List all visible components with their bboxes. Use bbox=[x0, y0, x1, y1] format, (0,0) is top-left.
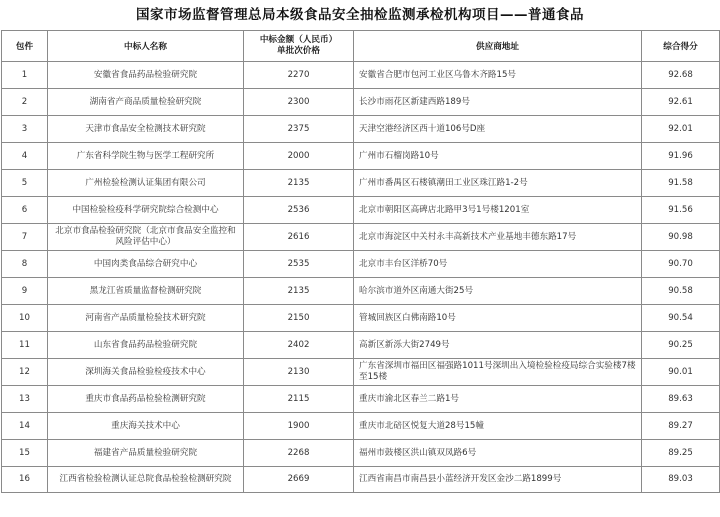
cell-amount: 2130 bbox=[244, 359, 354, 386]
cell-winner: 福建省产品质量检验研究院 bbox=[48, 440, 244, 467]
cell-package: 10 bbox=[2, 305, 48, 332]
cell-address: 江西省南昌市南昌县小蓝经济开发区金沙二路1899号 bbox=[354, 467, 642, 493]
cell-amount: 2150 bbox=[244, 305, 354, 332]
table-row bbox=[2, 116, 720, 143]
table-row bbox=[2, 278, 720, 305]
cell-address: 哈尔滨市道外区南通大街25号 bbox=[354, 278, 642, 305]
header-address: 供应商地址 bbox=[354, 31, 642, 62]
cell-package: 5 bbox=[2, 170, 48, 197]
cell-score: 89.27 bbox=[642, 413, 720, 440]
cell-amount: 2669 bbox=[244, 467, 354, 493]
cell-amount: 2135 bbox=[244, 170, 354, 197]
cell-winner: 黑龙江省质量监督检测研究院 bbox=[48, 278, 244, 305]
cell-amount: 2536 bbox=[244, 197, 354, 224]
cell-score: 92.68 bbox=[642, 62, 720, 89]
table-row bbox=[2, 359, 720, 386]
cell-winner: 江西省检验检测认证总院食品检验检测研究院 bbox=[48, 467, 244, 493]
cell-amount: 2300 bbox=[244, 89, 354, 116]
cell-winner: 重庆市食品药品检验检测研究院 bbox=[48, 386, 244, 413]
cell-package: 1 bbox=[2, 62, 48, 89]
cell-amount: 2115 bbox=[244, 386, 354, 413]
header-amount bbox=[244, 31, 354, 62]
header-package: 包件 bbox=[2, 31, 48, 62]
cell-score: 92.61 bbox=[642, 89, 720, 116]
cell-package: 11 bbox=[2, 332, 48, 359]
header-winner: 中标人名称 bbox=[48, 31, 244, 62]
cell-address: 重庆市北碚区悦复大道28号15幢 bbox=[354, 413, 642, 440]
cell-address: 北京市丰台区洋桥70号 bbox=[354, 251, 642, 278]
table-row bbox=[2, 413, 720, 440]
cell-address: 北京市朝阳区高碑店北路甲3号1号楼1201室 bbox=[354, 197, 642, 224]
cell-package: 9 bbox=[2, 278, 48, 305]
header-amount-line1: 中标金额（人民币） bbox=[259, 35, 338, 45]
cell-winner: 广州检验检测认证集团有限公司 bbox=[48, 170, 244, 197]
cell-amount: 2616 bbox=[244, 224, 354, 251]
cell-amount: 2375 bbox=[244, 116, 354, 143]
table-row bbox=[2, 332, 720, 359]
cell-score: 92.01 bbox=[642, 116, 720, 143]
cell-score: 90.01 bbox=[642, 359, 720, 386]
cell-score: 91.56 bbox=[642, 197, 720, 224]
cell-package: 13 bbox=[2, 386, 48, 413]
table-header-row bbox=[2, 31, 720, 62]
cell-winner: 河南省产品质量检验技术研究院 bbox=[48, 305, 244, 332]
cell-package: 3 bbox=[2, 116, 48, 143]
cell-package: 6 bbox=[2, 197, 48, 224]
cell-address: 安徽省合肥市包河工业区乌鲁木齐路15号 bbox=[354, 62, 642, 89]
cell-package: 7 bbox=[2, 224, 48, 251]
cell-score: 90.25 bbox=[642, 332, 720, 359]
cell-amount: 2402 bbox=[244, 332, 354, 359]
cell-address: 管城回族区白佛南路10号 bbox=[354, 305, 642, 332]
cell-winner: 山东省食品药品检验研究院 bbox=[48, 332, 244, 359]
cell-score: 89.03 bbox=[642, 467, 720, 493]
cell-amount: 2135 bbox=[244, 278, 354, 305]
cell-score: 89.25 bbox=[642, 440, 720, 467]
table-row bbox=[2, 89, 720, 116]
cell-address: 北京市海淀区中关村永丰高新技术产业基地丰德东路17号 bbox=[354, 224, 642, 251]
cell-score: 90.54 bbox=[642, 305, 720, 332]
cell-amount: 2268 bbox=[244, 440, 354, 467]
cell-address: 福州市鼓楼区洪山镇双凤路6号 bbox=[354, 440, 642, 467]
table-row bbox=[2, 386, 720, 413]
cell-winner: 中国检验检疫科学研究院综合检测中心 bbox=[48, 197, 244, 224]
table-row bbox=[2, 197, 720, 224]
cell-address: 广州市番禺区石楼镇潮田工业区珠江路1-2号 bbox=[354, 170, 642, 197]
table-row bbox=[2, 440, 720, 467]
cell-winner: 重庆海关技术中心 bbox=[48, 413, 244, 440]
cell-score: 91.58 bbox=[642, 170, 720, 197]
cell-amount: 2270 bbox=[244, 62, 354, 89]
cell-address: 广州市石榴岗路10号 bbox=[354, 143, 642, 170]
cell-score: 90.98 bbox=[642, 224, 720, 251]
cell-score: 89.63 bbox=[642, 386, 720, 413]
cell-package: 8 bbox=[2, 251, 48, 278]
header-amount-line2: 单批次价格 bbox=[277, 46, 320, 56]
cell-address: 重庆市渝北区春兰二路1号 bbox=[354, 386, 642, 413]
cell-package: 16 bbox=[2, 467, 48, 493]
cell-address: 天津空港经济区西十道106号D座 bbox=[354, 116, 642, 143]
table-row bbox=[2, 62, 720, 89]
cell-address: 高新区新泺大街2749号 bbox=[354, 332, 642, 359]
cell-address: 长沙市雨花区新建西路189号 bbox=[354, 89, 642, 116]
cell-winner: 深圳海关食品检验检疫技术中心 bbox=[48, 359, 244, 386]
cell-winner: 广东省科学院生物与医学工程研究所 bbox=[48, 143, 244, 170]
results-table bbox=[1, 30, 720, 493]
cell-package: 15 bbox=[2, 440, 48, 467]
cell-winner: 天津市食品安全检测技术研究院 bbox=[48, 116, 244, 143]
cell-address: 广东省深圳市福田区福强路1011号深圳出入境检验检疫局综合实验楼7楼至15楼 bbox=[354, 359, 642, 386]
cell-amount: 2000 bbox=[244, 143, 354, 170]
page-title: 国家市场监督管理总局本级食品安全抽检监测承检机构项目——普通食品 bbox=[136, 7, 584, 23]
cell-package: 12 bbox=[2, 359, 48, 386]
cell-score: 91.96 bbox=[642, 143, 720, 170]
table-row bbox=[2, 467, 720, 493]
table-row bbox=[2, 170, 720, 197]
table-row bbox=[2, 143, 720, 170]
table-row bbox=[2, 251, 720, 278]
table-row bbox=[2, 224, 720, 251]
table-row bbox=[2, 305, 720, 332]
cell-winner: 北京市食品检验研究院（北京市食品安全监控和风险评估中心） bbox=[48, 224, 244, 251]
cell-score: 90.58 bbox=[642, 278, 720, 305]
cell-winner: 中国肉类食品综合研究中心 bbox=[48, 251, 244, 278]
cell-amount: 2535 bbox=[244, 251, 354, 278]
header-score: 综合得分 bbox=[642, 31, 720, 62]
cell-winner: 湖南省产商品质量检验研究院 bbox=[48, 89, 244, 116]
cell-score: 90.70 bbox=[642, 251, 720, 278]
cell-package: 14 bbox=[2, 413, 48, 440]
cell-amount: 1900 bbox=[244, 413, 354, 440]
cell-package: 4 bbox=[2, 143, 48, 170]
cell-winner: 安徽省食品药品检验研究院 bbox=[48, 62, 244, 89]
cell-package: 2 bbox=[2, 89, 48, 116]
